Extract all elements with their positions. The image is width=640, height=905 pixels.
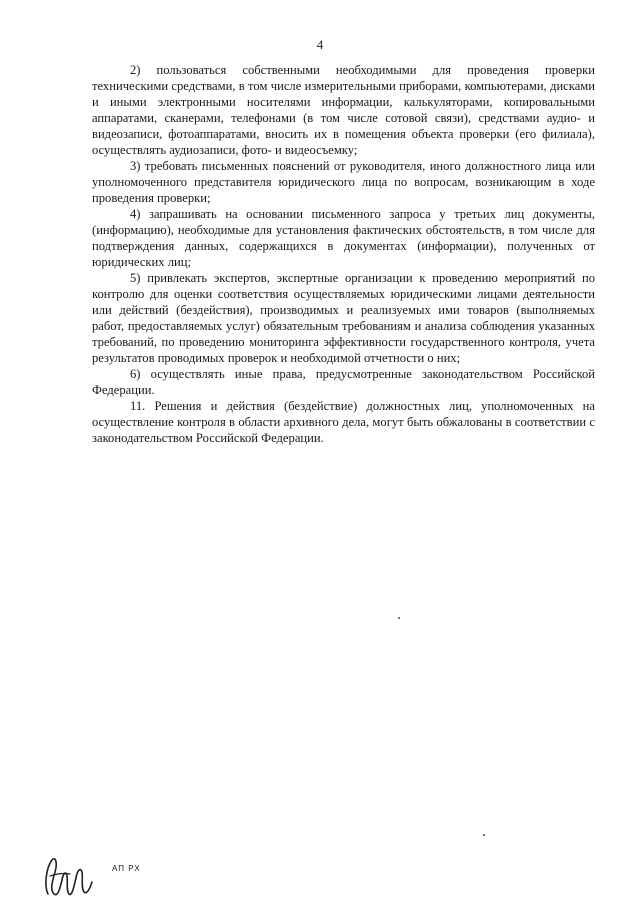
paragraph-item-6: 6) осуществлять иные права, предусмотренные законодательством Российской Федерации. [92,367,595,397]
footer-document-code: АП РХ [112,864,141,873]
handwritten-signature [40,850,98,900]
scan-speck [398,617,400,619]
paragraph-item-5: 5) привлекать экспертов, экспертные организации к проведению мероприятий по контролю для оценки соответствия осуществляемых юридическими лицами деятельности или действий (бездействия), производимых и реализуемых ими товаров (выполняемых работ, предоставляемых услуг) обязательным требованиям и анализа соблюдения указанных требований, по проведению мониторинга эффективности государственного контроля, учета результатов проводимых проверок и необходимой отчетности о них; [92,271,595,365]
document-body [92,62,595,446]
paragraph-item-4: 4) запрашивать на основании письменного запроса у третьих лиц документы, (информацию), необходимые для установления фактических обстоятельств, в том числе для подтверждения данных, содержащихся в документах (информации), полученных от юридических лиц; [92,207,595,269]
scan-speck [483,834,485,836]
paragraph-section-11: 11. Решения и действия (бездействие) должностных лиц, уполномоченных на осуществление контроля в области архивного дела, могут быть обжалованы в соответствии с законодательством Российской Федерации. [92,399,595,445]
paragraph-item-3: 3) требовать письменных пояснений от руководителя, иного должностного лица или уполномоченного представителя юридического лица по вопросам, возникающим в ходе проведения проверки; [92,159,595,205]
page-number: 4 [316,37,324,52]
paragraph-item-2: 2) пользоваться собственными необходимыми для проведения проверки техническими средствами, в том числе измерительными приборами, компьютерами, дисками и иными электронными носителями информации, калькуляторами, копировальными аппаратами, сканерами, телефонами (в том числе сотовой связи), средствами аудио- и видеозаписи, фотоаппаратами, вносить их в помещения объекта проверки (его филиала), осуществлять аудиозаписи, фото- и видеосъемку; [92,63,595,157]
